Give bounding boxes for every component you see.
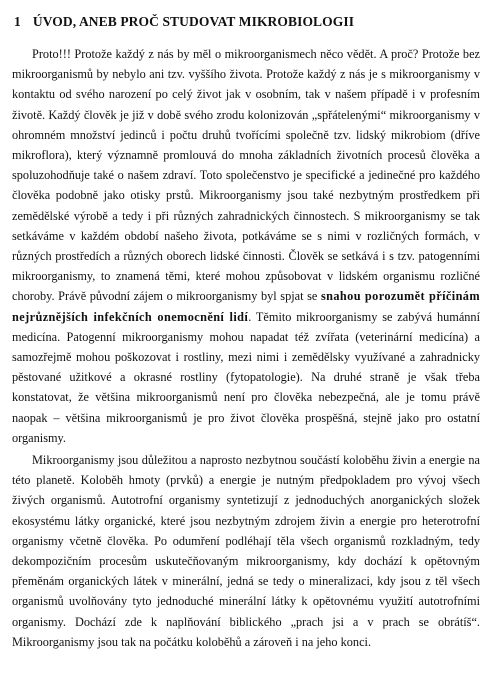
paragraph-intro-continuation: . Těmito mikroorganismy se zabývá humánní medicína. Patogenní mikroorganismy mohou napadat též zvířata (veterinární medicína) a samozřejmě mohou poškozovat i rostliny, mezi nimi i zemědělsky využívané a zahradnicky pěstované užitkové a okrasné rostliny (fytopatologie). Na druhé straně je však třeba konstatovat, že většina mikroorganismů není pro člověka nebezpečná, ale je tomu právě naopak – většina mikroorganismů je pro život člověka prospěšná, stejně jako pro ostatní organismy.: [12, 309, 480, 445]
paragraph-nutrient-cycle: Mikroorganismy jsou důležitou a naprosto nezbytnou součástí koloběhu živin a energie na této planetě. Koloběh hmoty (prvků) a energie je nutným předpokladem pro vývoj všech živých organismů. Autotrofní organismy syntetizují z jednoduchých anorganických složek ekosystému látky organické, které jsou nezbytným zdrojem živin a energie pro heterotrofní organismy včetně člověka. Po odumření podléhají těla všech organismů rozkladným, tedy dekompozičním procesům uskutečňovaným mikroorganismy, kdy dochází k opětovným přeměnám organických látek v minerální, jedná se tedy o mineralizaci, kdy jsou z těl všech organismů uvolňovány tyto jednoduché minerální látky k opětovnému využití autotrofními organismy. Dochází zde k naplňování biblického „prach jsi a v prach se obrátíš“. Mikroorganismy jsou tak na počátku koloběhů a zároveň i na jeho konci.: [12, 453, 480, 649]
chapter-title: ÚVOD, ANEB PROČ STUDOVAT MIKROBIOLOGII: [32, 14, 355, 29]
chapter-heading: [14, 14, 480, 30]
chapter-number: 1: [14, 14, 21, 29]
paragraph-intro-text: Proto!!! Protože každý z nás by měl o mikroorganismech něco vědět. A proč? Protože bez mikroorganismů by nebylo ani tzv. vyššího života. Protože každý z nás je s mikroorganismy v kontaktu od svého narození po celý život jak v osobním, tak v našem případě i v profesním životě. Každý člověk je již v době svého zrodu kolonizován „spřátelenými“ mikroorganismy v ohromném množství jedinců i počtu druhů tvořícími společně tzv. lidský mikrobiom (dříve mikroflora), který významně promlouvá do mnoha základních životních procesů člověka a spoluzohodňuje také o našem zdraví. Toto společenstvo je specifické a jedinečné pro každého člověka podobně jako otisky prstů. Mikroorganismy jsou také nezbytným prostředkem při zemědělské výrobě a tedy i při různých zahradnických činnostech. S mikroorganismy se tak setkáváme v každém období našeho života, potkáváme se s nimi v rozličných formách, v různých prostředích a různých oborech lidské činnosti. Člověk se setkává i s tzv. patogenními mikroorganismy, to znamená těmi, které mohou způsobovat v lidském organismu rozličné choroby. Právě původní zájem o mikroorganismy byl spjat se: [12, 47, 480, 304]
paragraph-intro: [12, 44, 480, 448]
emphasized-phrase: snahou porozumět příčinám nejrůznějších infekčních onemocnění lidí: [12, 289, 480, 324]
